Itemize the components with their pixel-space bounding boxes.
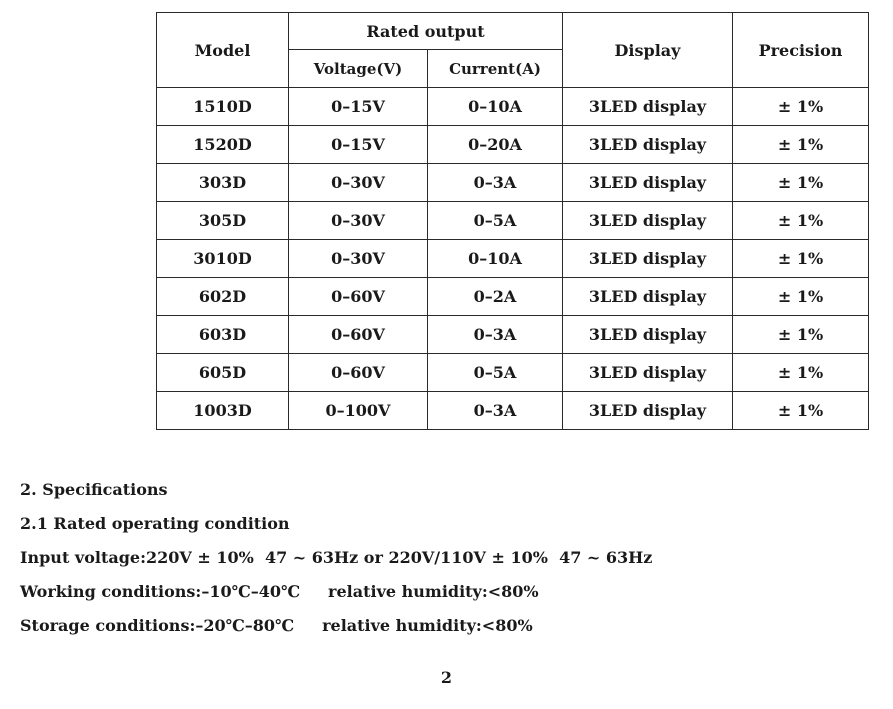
cell-model: 602D xyxy=(157,278,289,316)
cell-voltage: 0–60V xyxy=(289,354,428,392)
working-conditions-line: Working conditions:–10℃–40℃ relative humidity:<80% xyxy=(20,582,539,601)
cell-model: 1510D xyxy=(157,88,289,126)
cell-voltage: 0–60V xyxy=(289,278,428,316)
header-display: Display xyxy=(563,13,733,88)
cell-current: 0–3A xyxy=(428,316,563,354)
table-row xyxy=(157,392,869,430)
cell-current: 0–3A xyxy=(428,392,563,430)
subsection-heading: 2.1 Rated operating condition xyxy=(20,514,290,533)
cell-voltage: 0–30V xyxy=(289,202,428,240)
cell-precision: ± 1% xyxy=(733,392,869,430)
header-precision: Precision xyxy=(733,13,869,88)
header-model: Model xyxy=(157,13,289,88)
cell-voltage: 0–60V xyxy=(289,316,428,354)
cell-current: 0–5A xyxy=(428,202,563,240)
cell-model: 3010D xyxy=(157,240,289,278)
table-row xyxy=(157,202,869,240)
cell-voltage: 0–30V xyxy=(289,240,428,278)
cell-current: 0–10A xyxy=(428,88,563,126)
input-voltage-line: Input voltage:220V ± 10% 47 ~ 63Hz or 220V/110V ± 10% 47 ~ 63Hz xyxy=(20,548,653,567)
cell-voltage: 0–100V xyxy=(289,392,428,430)
cell-model: 603D xyxy=(157,316,289,354)
cell-display: 3LED display xyxy=(563,316,733,354)
page-number: 2 xyxy=(440,668,453,687)
table-row xyxy=(157,278,869,316)
cell-model: 303D xyxy=(157,164,289,202)
cell-display: 3LED display xyxy=(563,126,733,164)
table-row xyxy=(157,126,869,164)
cell-current: 0–3A xyxy=(428,164,563,202)
cell-precision: ± 1% xyxy=(733,354,869,392)
cell-model: 1520D xyxy=(157,126,289,164)
cell-precision: ± 1% xyxy=(733,126,869,164)
cell-precision: ± 1% xyxy=(733,240,869,278)
cell-current: 0–20A xyxy=(428,126,563,164)
cell-display: 3LED display xyxy=(563,240,733,278)
cell-display: 3LED display xyxy=(563,164,733,202)
cell-model: 1003D xyxy=(157,392,289,430)
cell-model: 305D xyxy=(157,202,289,240)
table-row xyxy=(157,88,869,126)
storage-conditions-line: Storage conditions:–20℃–80℃ relative humidity:<80% xyxy=(20,616,533,635)
table-row xyxy=(157,164,869,202)
cell-current: 0–5A xyxy=(428,354,563,392)
cell-voltage: 0–30V xyxy=(289,164,428,202)
header-voltage: Voltage(V) xyxy=(289,50,428,88)
cell-current: 0–2A xyxy=(428,278,563,316)
cell-current: 0–10A xyxy=(428,240,563,278)
cell-voltage: 0–15V xyxy=(289,88,428,126)
cell-precision: ± 1% xyxy=(733,278,869,316)
cell-display: 3LED display xyxy=(563,278,733,316)
specifications-section xyxy=(20,480,652,636)
cell-display: 3LED display xyxy=(563,392,733,430)
header-rated-output: Rated output xyxy=(289,13,563,50)
cell-display: 3LED display xyxy=(563,354,733,392)
table-row xyxy=(157,240,869,278)
cell-precision: ± 1% xyxy=(733,202,869,240)
cell-precision: ± 1% xyxy=(733,88,869,126)
header-current: Current(A) xyxy=(428,50,563,88)
cell-precision: ± 1% xyxy=(733,164,869,202)
section-heading: 2. Specifications xyxy=(20,480,168,499)
table-row xyxy=(157,316,869,354)
table-body xyxy=(157,88,869,430)
cell-voltage: 0–15V xyxy=(289,126,428,164)
model-spec-table xyxy=(156,12,869,430)
table-row xyxy=(157,354,869,392)
cell-model: 605D xyxy=(157,354,289,392)
cell-precision: ± 1% xyxy=(733,316,869,354)
cell-display: 3LED display xyxy=(563,202,733,240)
cell-display: 3LED display xyxy=(563,88,733,126)
